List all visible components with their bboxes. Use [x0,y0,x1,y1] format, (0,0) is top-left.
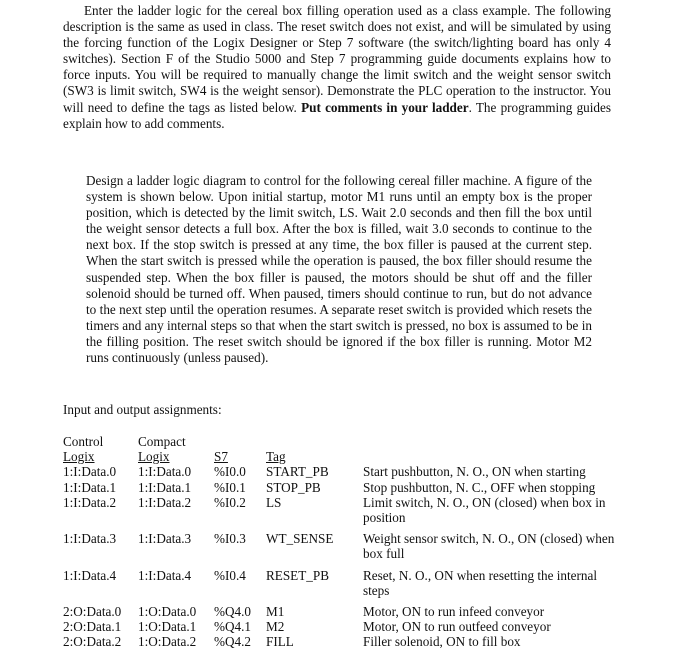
table-row: 2:O:Data.1 1:O:Data.1 %Q4.1 M2 Motor, ON to run outfeed conveyor [63,619,551,635]
design-description-paragraph: Design a ladder logic diagram to control for the following cereal filler machine. A figure of the system is shown below. Upon initial startup, motor M1 runs until an empty box is the proper position, which is detected by the limit switch, LS. Wait 2.0 seconds and then fill the box until the weight sensor detects a full box. After the box is filled, wait 3.0 seconds to continue to the next box. If the stop switch is pressed at any time, the box filler is paused at the current step. When the start switch is pressed while the operation is paused, the box filler should resume the suspended step. When the box filler is paused, the motors should be shut off and the filler solenoid should be turned off. When paused, timers should continue to run, but do not advance to the next step until the operation resumes. A separate reset switch is provided which resets the timers and any internal steps so that when the start switch is pressed, no box is assumed to be in the filling position. The reset switch should be ignored if the box filler is running. Motor M2 runs continuously (unless paused). [86,173,592,366]
table-header-row [63,434,618,464]
header-control-logix: Control Logix [63,434,104,465]
intro-text-end: . The programming guides explain how to add comments. [63,99,611,131]
header-compact-logix: Compact Logix [138,434,186,465]
intro-paragraph [63,3,611,132]
table-row: 1:I:Data.4 1:I:Data.4 %I0.4 RESET_PB Reset, N. O., ON when resetting the internal steps [63,567,598,598]
table-row: 1:I:Data.1 1:I:Data.1 %I0.1 STOP_PB Stop pushbutton, N. C., OFF when stopping [63,479,596,495]
table-row: 1:I:Data.3 1:I:Data.3 %I0.3 WT_SENSE Weight sensor switch, N. O., ON (closed) when box full [63,531,615,562]
intro-bold-instruction: Put comments in your ladder [301,99,469,115]
header-s7: S7 [214,449,228,465]
io-assignment-table [63,434,618,650]
io-assignments-heading: Input and output assignments: [63,402,222,417]
table-row: 2:O:Data.0 1:O:Data.0 %Q4.0 M1 Motor, ON to run infeed conveyor [63,604,545,620]
table-row: 1:I:Data.0 1:I:Data.0 %I0.0 START_PB Start pushbutton, N. O., ON when starting [63,464,586,480]
intro-text: Enter the ladder logic for the cereal box filling operation used as a class example. The following description is the same as used in class. The reset switch does not exist, and will be simulated by using the forcing function of the Logix Designer or Step 7 software (the switch/lighting board has only 4 switches). Section F of the Studio 5000 and Step 7 programming guide documents explains how to force inputs. You will be required to manually change the limit switch and the weight sensor switch (SW3 is limit switch, SW4 is the weight sensor). Demonstrate the PLC operation to the instructor. You will need to define the tags as listed below. [63,3,611,115]
table-row: 1:I:Data.2 1:I:Data.2 %I0.2 LS Limit switch, N. O., ON (closed) when box in position [63,494,606,526]
table-row: 2:O:Data.2 1:O:Data.2 %Q4.2 FILL Filler solenoid, ON to fill box [63,634,521,650]
header-tag: Tag [266,449,286,465]
